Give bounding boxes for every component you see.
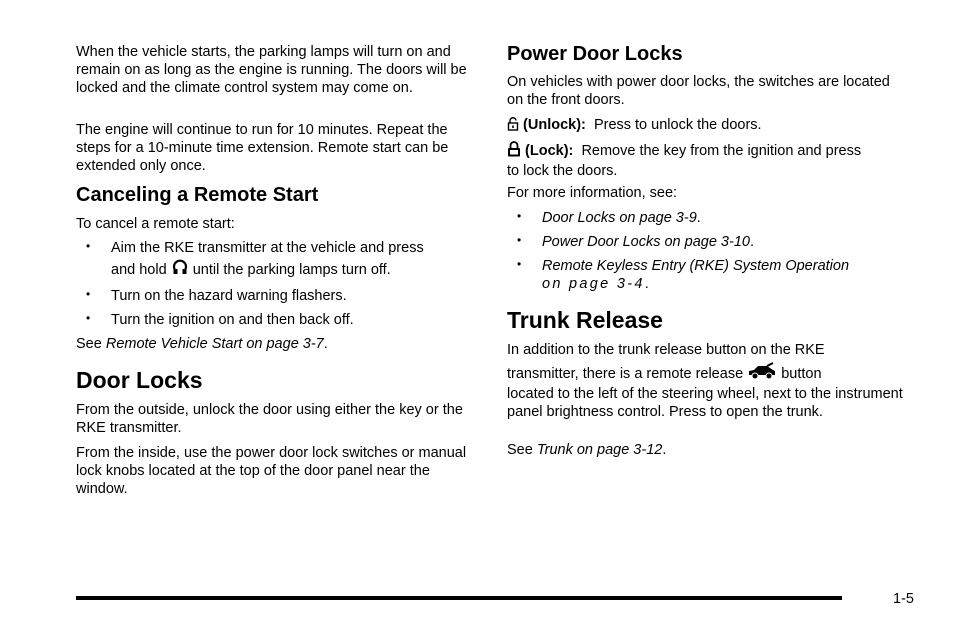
paragraph-trunk-release: In addition to the trunk release button on the RKE transmitter, there is a remote release button located to the left of the steering wheel, next to the instrument panel brightness control. Press to open the trunk. (507, 342, 903, 420)
list-item: • Turn the ignition on and then back off. (76, 310, 476, 330)
cross-reference: Door Locks on page 3-9 (542, 210, 697, 226)
more-info-label: For more information, see: (507, 185, 678, 201)
trunk-release-icon (747, 362, 777, 385)
bullet-text: Aim the RKE transmitter at the vehicle and press (111, 240, 424, 256)
see-reference: See Trunk on page 3-12. (507, 442, 667, 458)
footer-rule (76, 596, 842, 600)
paragraph-door-outside: From the outside, unlock the door using either the key or the RKE transmitter. (76, 402, 463, 436)
list-item: • Power Door Locks on page 3-10. (517, 233, 754, 250)
cancel-intro: To cancel a remote start: (76, 216, 235, 232)
cross-reference: Power Door Locks on page 3-10 (542, 234, 750, 250)
cross-reference: Remote Vehicle Start on page 3-7 (105, 336, 324, 352)
heading-power-door-locks: Power Door Locks (507, 43, 683, 65)
unlock-description: (Unlock): Press to unlock the doors. (507, 116, 907, 136)
heading-door-locks: Door Locks (76, 367, 203, 393)
list-item: • Remote Keyless Entry (RKE) System Operation on page 3-4. (517, 257, 850, 292)
see-reference: See Remote Vehicle Start on page 3-7. (76, 336, 328, 352)
lock-description: (Lock): Remove the key from the ignition and press to lock the doors. (507, 143, 862, 179)
heading-trunk-release: Trunk Release (507, 307, 663, 333)
bullet-text: Turn the ignition on and then back off. (111, 312, 354, 328)
paragraph-time-extension: The engine will continue to run for 10 minutes. Repeat the steps for a 10-minute time extension. Remote start can be extended only once. (76, 122, 449, 174)
bullet-dot: • (86, 239, 91, 253)
paragraph-power-locks: On vehicles with power door locks, the switches are located on the front doors. (507, 74, 890, 108)
page-number: 1-5 (893, 591, 914, 607)
remote-start-icon (171, 258, 189, 282)
list-item: • Turn on the hazard warning flashers. (76, 286, 476, 306)
paragraph-engine-running: When the vehicle starts, the parking lamps will turn on and remain on as long as the engine is running. The doors will be locked and the climate control system may come on. (76, 44, 467, 96)
lock-icon (507, 141, 521, 162)
heading-canceling-remote-start: Canceling a Remote Start (76, 184, 319, 206)
unlock-icon (507, 117, 519, 136)
bullet-text: Turn on the hazard warning flashers. (111, 288, 347, 304)
paragraph-door-inside: From the inside, use the power door lock switches or manual lock knobs located at the top of the door panel near the window. (76, 445, 467, 497)
list-item: • Door Locks on page 3-9. (517, 209, 701, 226)
cross-reference: Trunk on page 3-12 (536, 442, 663, 458)
cross-reference: Remote Keyless Entry (RKE) System Operation (542, 258, 850, 274)
list-item: • Aim the RKE transmitter at the vehicle and press and hold until the parking lamps turn off. (76, 238, 476, 278)
